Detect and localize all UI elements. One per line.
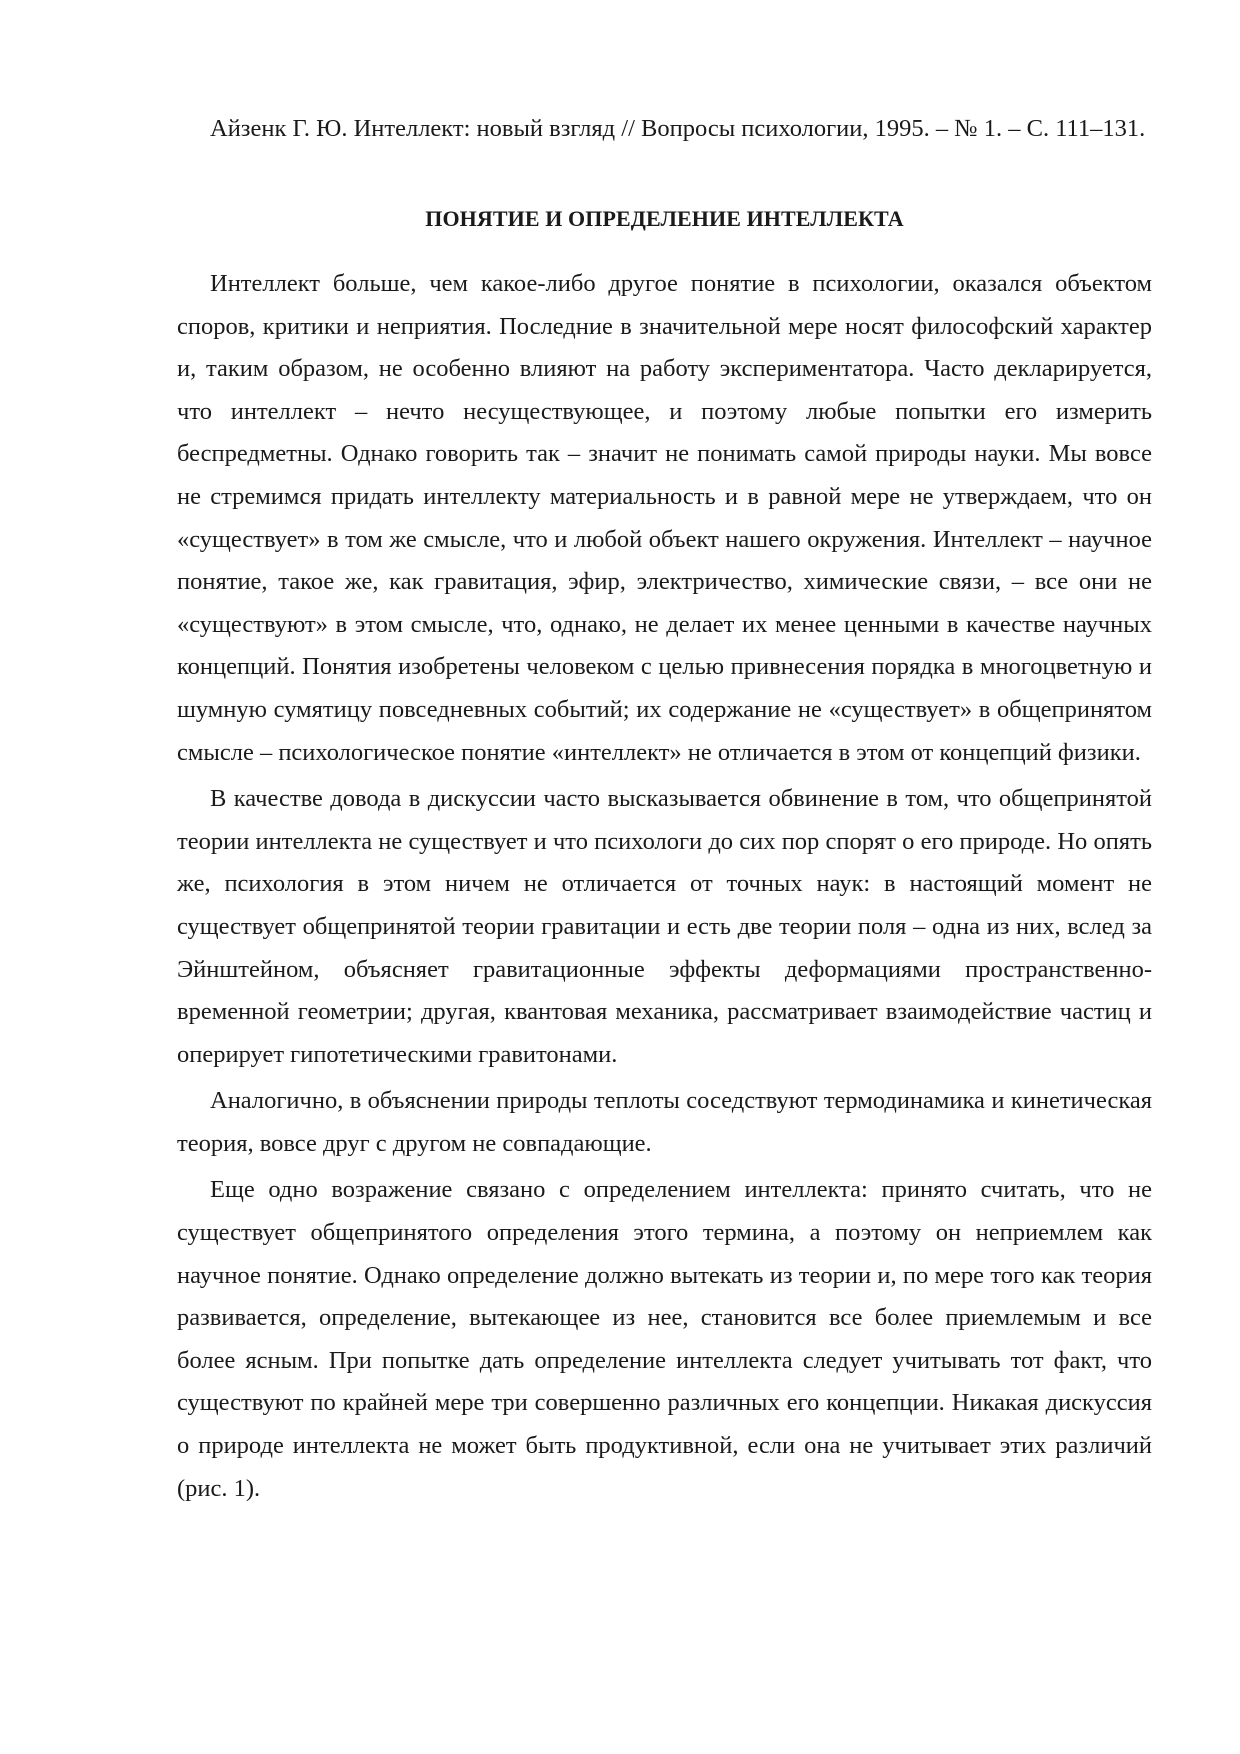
body-text <box>177 263 1152 1510</box>
paragraph-1: Интеллект больше, чем какое-либо другое понятие в психологии, оказался объектом споров, критики и неприятия. Последние в значительной мере носят философский характер и, таким образом, не особенно влияют на работу экспериментатора. Часто декларируется, что интеллект – нечто несуществующее, и поэтому любые попытки его измерить беспредметны. Однако говорить так – значит не понимать самой природы науки. Мы вовсе не стремимся придать интеллекту материальность и в равной мере не утверждаем, что он «существует» в том же смысле, что и любой объект нашего окружения. Интеллект – научное понятие, такое же, как гравитация, эфир, электричество, химические связи, – все они не «существуют» в этом смысле, что, однако, не делает их менее ценными в качестве научных концепций. Понятия изобретены человеком с целью привнесения порядка в многоцветную и шумную сумятицу повседневных событий; их содержание не «существует» в общепринятом смысле – психологическое понятие «интеллект» не отличается в этом от концепций физики. <box>177 270 1152 766</box>
paragraph-4: Еще одно возражение связано с определением интеллекта: принято считать, что не существует общепринятого определения этого термина, а поэтому он неприемлем как научное понятие. Однако определение должно вытекать из теории и, по мере того как теория развивается, определение, вытекающее из нее, становится все более приемлемым и все более ясным. При попытке дать определение интеллекта следует учитывать тот факт, что существуют по крайней мере три совершенно различных его концепции. Никакая дискуссия о природе интеллекта не может быть продуктивной, если она не учитывает этих различий (рис. 1). <box>177 1176 1152 1502</box>
paragraph-2: В качестве довода в дискуссии часто высказывается обвинение в том, что общепринятой теории интеллекта не существует и что психологи до сих пор спорят о его природе. Но опять же, психология в этом ничем не отличается от точных наук: в настоящий момент не существует общепринятой теории гравитации и есть две теории поля – одна из них, вслед за Эйнштейном, объясняет гравитационные эффекты деформациями пространственно-временной геометрии; другая, квантовая механика, рассматривает взаимодействие частиц и оперирует гипотетическими гравитонами. <box>177 785 1152 1068</box>
page-content <box>177 109 1152 1514</box>
paragraph-3: Аналогично, в объяснении природы теплоты соседствуют термодинамика и кинетическая теория, вовсе друг с другом не совпадающие. <box>177 1087 1152 1157</box>
citation: Айзенк Г. Ю. Интеллект: новый взгляд // Вопросы психологии, 1995. – № 1. – С. 111–131. <box>210 115 1146 142</box>
section-title: ПОНЯТИЕ И ОПРЕДЕЛЕНИЕ ИНТЕЛЛЕКТА <box>425 206 904 231</box>
